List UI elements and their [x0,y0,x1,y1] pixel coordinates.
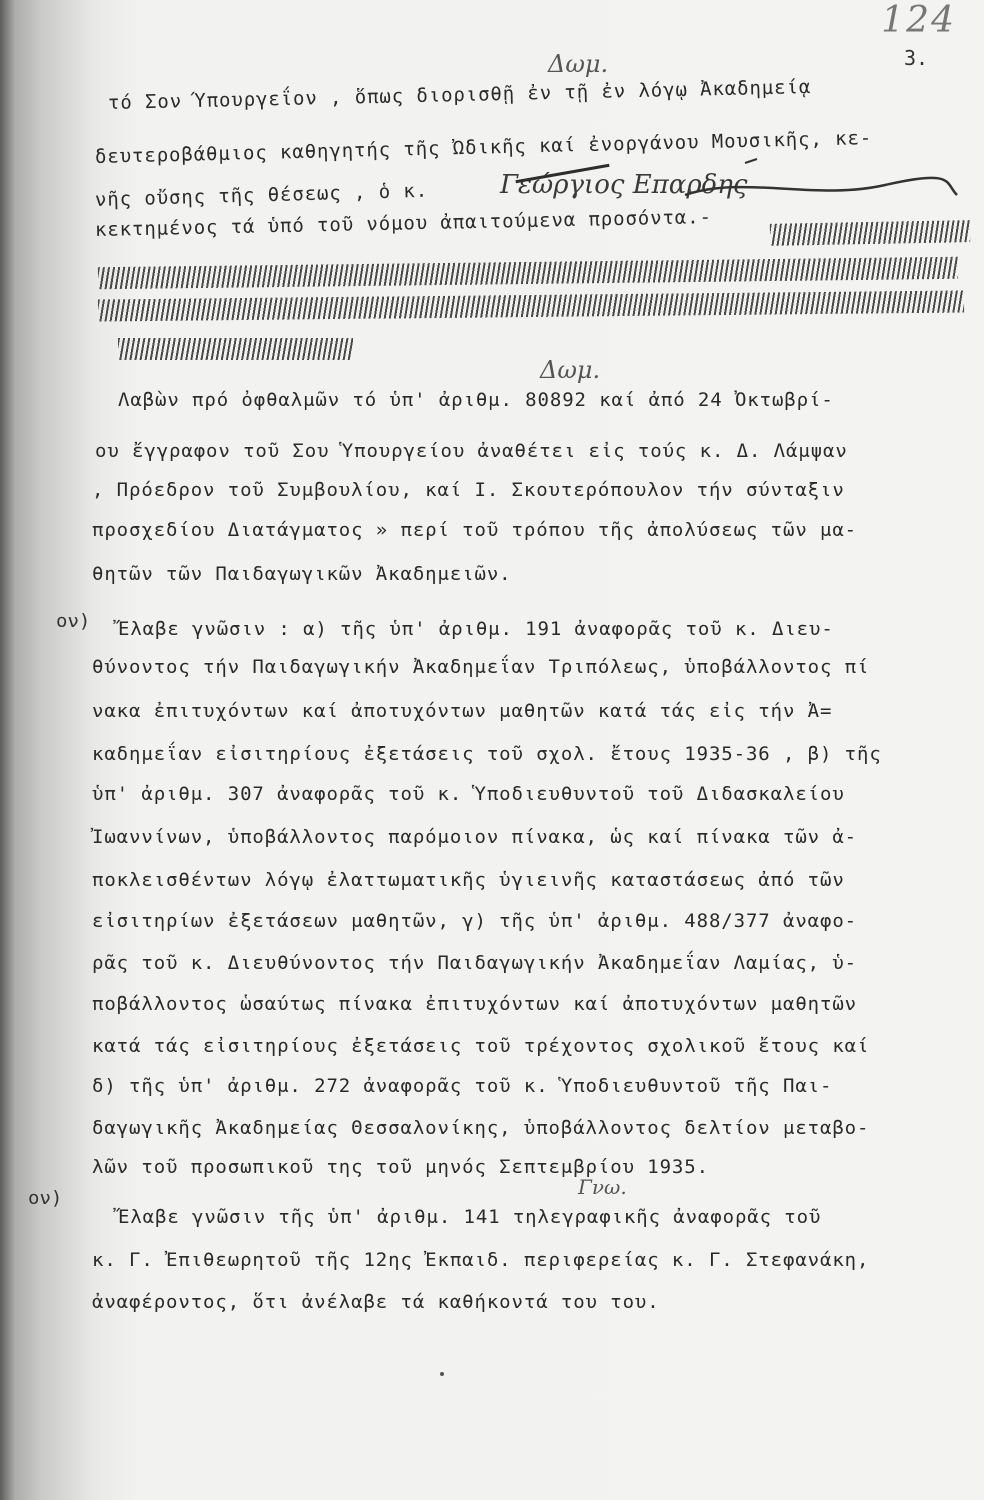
margin-mark: ον) [56,610,91,632]
text-line: , Πρόεδρον τοῦ Συμβουλίου, καί Ι. Σκουτερόπουλον τήν σύνταξιν [92,479,845,501]
stray-mark [440,1372,444,1376]
text-line: τό Σον Ύπουργεΐον , ὅπως διορισθῇ ἐν τῇ ἐν λόγῳ Ἀκαδημείᾳ [107,76,812,114]
text-line: Ἰωαννίνων, ὑποβάλλοντος παρόμοιον πίνακα, ὡς καί πίνακα τῶν ἀ- [92,826,858,848]
text-line: κ. Γ. Ἐπιθεωρητοῦ τῆς 12ης Ἐκπαιδ. περιφερείας κ. Γ. Στεφανάκη, [92,1249,870,1271]
text-line: νῆς οὔσης τῆς θέσεως , ὁ κ. [94,179,429,211]
text-line: ὑπ' ἀριθμ. 307 ἀναφορᾶς τοῦ κ. Ὑποδιευθυντοῦ τοῦ Διδασκαλείου [92,783,845,805]
text-line: θύνοντος τήν Παιδαγωγικήν Ἀκαδημεΐαν Τριπόλεως, ὑποβάλλοντος πί [92,656,870,678]
text-line: εἰσιτηρίων ἐξετάσεων μαθητῶν, γ) τῆς ὑπ' ἀριθμ. 488/377 ἀναφο- [92,910,858,932]
struck-out-text [770,220,970,246]
handwritten-mark: Δωμ. [540,356,601,384]
text-line: κεκτημένος τά ὑπό τοῦ νόμου ἀπαιτούμενα προσόντα.- [94,206,713,241]
text-line: δαγωγικῆς Ἀκαδημείας Θεσσαλονίκης, ὑποβάλλοντος δελτίον μεταβο- [92,1117,870,1139]
struck-out-text [98,257,958,290]
text-line: προσχεδίου Διατάγματος » περί τοῦ τρόπου τῆς ἀπολύσεως τῶν μα- [92,519,858,541]
text-line: Λαβὼν πρό ὀφθαλμῶν τό ὑπ' ἀριθμ. 80892 καί ἀπό 24 Ὀκτωβρί- [118,389,834,411]
text-line: καδημεΐαν εἰσιτηρίους ἐξετάσεις τοῦ σχολ. ἔτους 1935-36 , β) τῆς [92,743,882,765]
text-line: νακα ἐπιτυχόντων καί ἀποτυχόντων μαθητῶν κατά τάς εἰς τήν Ἀ= [92,700,833,722]
struck-out-text [98,290,964,321]
text-line: ου ἔγγραφον τοῦ Σου Ὑπουργείου ἀναθέτει εἰς τούς κ. Δ. Λάμψαν [95,440,848,462]
folio-number: 124 [881,0,956,41]
struck-out-text [118,338,353,360]
signature-name: Γεώργιος Επαρδης [500,170,748,200]
text-line: λῶν τοῦ προσωπικοῦ της τοῦ μηνός Σεπτεμβρίου 1935. [92,1156,709,1178]
text-line: Ἔλαβε γνῶσιν : α) τῆς ὑπ' ἀριθμ. 191 ἀναφορᾶς τοῦ κ. Διευ- [118,618,834,640]
text-line: ρᾶς τοῦ κ. Διευθύνοντος τήν Παιδαγωγικήν Ἀκαδημεΐαν Λαμίας, ὑ- [92,952,858,974]
handwritten-mark: Γνω. [578,1175,627,1199]
margin-mark: ον) [28,1187,63,1209]
text-line: δ) τῆς ὑπ' ἀριθμ. 272 ἀναφορᾶς τοῦ κ. Ὑποδιευθυντοῦ τῆς Παι- [92,1075,833,1097]
text-line: Ἔλαβε γνῶσιν τῆς ὑπ' ἀριθμ. 141 τηλεγραφικῆς ἀναφορᾶς τοῦ [118,1206,822,1228]
text-line: ποκλεισθέντων λόγῳ ἐλαττωματικῆς ὑγιεινῆς καταστάσεως ἀπό τῶν [92,869,845,891]
text-line: κατά τάς εἰσιτηρίους ἐξετάσεις τοῦ τρέχοντος σχολικοῦ ἔτους καί [92,1035,870,1057]
text-line: ἀναφέροντος, ὅτι ἀνέλαβε τά καθήκοντά του του. [92,1291,660,1313]
page-number: 3. [904,46,929,70]
text-line: δευτεροβάθμιος καθηγητής τῆς Ὠδικῆς καί ἐνοργάνου Μουσικῆς, κε- [94,127,873,168]
handwritten-mark: Δωμ. [548,50,609,78]
handwritten-signature [495,155,965,215]
binding-shadow [0,0,14,1500]
text-line: θητῶν τῶν Παιδαγωγικῶν Ἀκαδημειῶν. [92,563,512,585]
text-line: ποβάλλοντος ὡσαύτως πίνακα ἐπιτυχόντων καί ἀποτυχόντων μαθητῶν [92,993,858,1015]
